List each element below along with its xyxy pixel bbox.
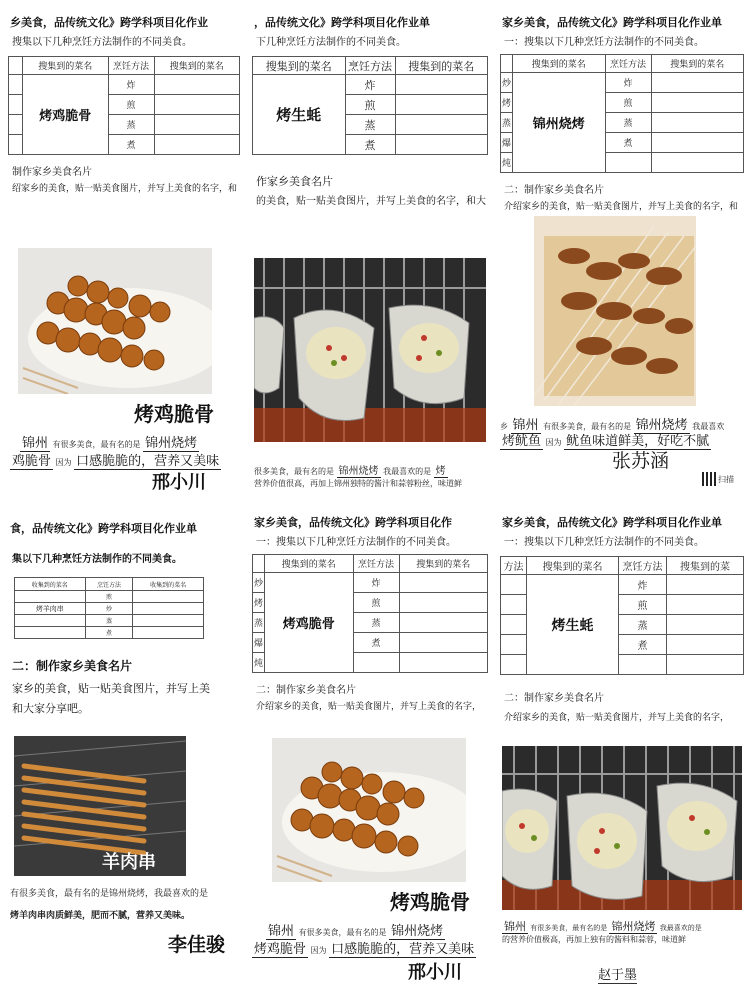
dish-name: 烤鸡脆骨 [282, 617, 335, 632]
worksheet-subtitle: 搜集以下几种烹饪方法制作的不同美食。 [12, 37, 192, 48]
table-header: 搜集到的菜名 [23, 57, 109, 75]
dish-table [252, 554, 488, 673]
worksheet-subtitle: 下几种烹饪方法制作的不同美食。 [256, 37, 406, 48]
table-header: 烹饪方法 [85, 578, 133, 591]
famous-answer: 锦州烧烤 [338, 466, 379, 477]
worksheet-card-1 [8, 6, 240, 494]
worksheet-card-4 [8, 506, 240, 996]
food-photo [502, 746, 742, 910]
method-cell: 煎 [619, 595, 667, 615]
table-header: 搜集到的菜名 [265, 555, 354, 573]
photo-caption: 羊肉串 [102, 852, 156, 873]
hometown-answer: 锦州 [504, 920, 526, 933]
dish-table [252, 56, 488, 155]
author-signature: 邢小川 [408, 962, 462, 983]
reason-answer: 口感脆脆的，营养又美味 [331, 942, 475, 957]
fill-line [500, 430, 711, 449]
table-header: 搜集到的菜名 [395, 57, 488, 75]
row-label: 炒 [501, 73, 513, 93]
author-signature: 邢小川 [152, 472, 206, 493]
qr-code-icon [702, 472, 716, 486]
table-header: 烹饪方法 [345, 57, 395, 75]
fill-line [502, 918, 702, 934]
worksheet-card-2 [252, 6, 488, 494]
method-cell: 炸 [108, 75, 154, 95]
table-header: 收集到的菜名 [15, 578, 86, 591]
row-label: 蒸 [501, 113, 513, 133]
table-header: 烹饪方法 [108, 57, 154, 75]
method-cell: 炸 [353, 573, 399, 593]
table-header: 搜集到的菜 [667, 557, 744, 575]
section-heading: 二：制作家乡美食名片 [12, 659, 133, 673]
method-cell: 煮 [353, 633, 399, 653]
method-cell: 炸 [345, 75, 395, 95]
method-cell: 煮 [605, 133, 651, 153]
dish-table [500, 54, 744, 173]
section-description: 绍家乡的美食，贴一贴美食图片，并写上美食的名字，和 [12, 184, 238, 194]
table-header: 搜集到的菜名 [399, 555, 488, 573]
row-label: 爆 [253, 633, 265, 653]
prompt-text: 因为 [310, 946, 327, 955]
food-photo [254, 258, 486, 442]
row-label: 爆 [501, 133, 513, 153]
method-cell: 煎 [345, 95, 395, 115]
method-cell: 煎 [353, 593, 399, 613]
dish-table [14, 577, 204, 639]
row-label: 烤 [253, 593, 265, 613]
favorite-answer: 烤 [435, 466, 446, 477]
table-header: 搜集到的菜名 [527, 557, 619, 575]
method-cell: 煮 [85, 627, 133, 639]
photo-caption: 烤鸡脆骨 [390, 890, 470, 914]
table-header: 烹饪方法 [605, 55, 651, 73]
food-photo [14, 736, 186, 876]
fill-line: 有很多美食，最有名的是锦州烧烤，我最喜欢的是 [10, 889, 209, 899]
famous-answer: 锦州烧烤 [391, 924, 444, 939]
worksheet-title: ，品传统文化》跨学科项目化作业单 [254, 16, 430, 29]
table-header: 搜集到的菜名 [154, 57, 240, 75]
worksheet-card-3 [500, 6, 744, 494]
table-header: 方法 [501, 557, 527, 575]
method-cell: 炸 [619, 575, 667, 595]
worksheet-subtitle: 一：搜集以下几种烹饪方法制作的不同美食。 [256, 537, 456, 548]
prompt-text: 有很多美食，最有名的是 [298, 928, 387, 937]
hometown-answer: 锦州 [22, 436, 49, 451]
table-header: 搜集到的菜名 [513, 55, 606, 73]
worksheet-title: 家乡美食，品传统文化》跨学科项目化作业单 [502, 16, 722, 29]
table-header: 烹饪方法 [353, 555, 399, 573]
row-label: 炖 [253, 653, 265, 673]
reason-answer: 口感脆脆的，营养又美味 [76, 454, 220, 469]
table-header: 搜集到的菜名 [253, 57, 346, 75]
author-signature: 张苏涵 [612, 450, 670, 472]
worksheet-subtitle: 一：搜集以下几种烹饪方法制作的不同美食。 [504, 537, 704, 548]
worksheet-title: 食，品传统文化》跨学科项目化作业单 [10, 522, 197, 535]
fill-line [254, 462, 448, 477]
section-description: 的美食，贴一贴美食图片，并写上美食的名字，和大 [256, 196, 486, 207]
fill-line [10, 450, 221, 469]
section-description: 介绍家乡的美食，贴一贴美食图片，并写上美食的名字， [256, 702, 482, 712]
worksheet-title: 家乡美食，品传统文化》跨学科项目化作 [254, 516, 452, 529]
worksheet-subtitle: 集以下几种烹饪方法制作的不同美食。 [12, 554, 182, 565]
method-cell: 蒸 [108, 115, 154, 135]
favorite-answer: 烤鸡脆骨 [254, 942, 307, 957]
hometown-answer: 锦州 [268, 924, 295, 939]
row-label: 蒸 [253, 613, 265, 633]
dish-name: 锦州烧烤 [532, 117, 585, 132]
reason-answer: 鱿鱼味道鲜美，好吃不腻 [566, 434, 710, 449]
prompt-text: 很多美食，最有名的是 [254, 467, 334, 476]
favorite-answer: 鸡脆骨 [12, 454, 52, 469]
famous-answer: 锦州烧烤 [145, 436, 198, 451]
hometown-answer: 锦州 [512, 418, 539, 433]
method-cell: 煮 [345, 135, 395, 155]
worksheet-title: 乡美食，品传统文化》跨学科项目化作业 [10, 16, 208, 29]
food-photo [18, 248, 212, 394]
prompt-text: 因为 [545, 438, 562, 447]
photo-caption: 烤鸡脆骨 [134, 402, 214, 426]
qr-label: 扫描 [718, 475, 734, 484]
method-cell: 煎 [85, 591, 133, 603]
table-header: 收集到的菜名 [133, 578, 204, 591]
method-cell: 蒸 [85, 615, 133, 627]
fill-line: 的营养价值极高，再加上独有的酱料和蒜蓉，味道鲜 [502, 935, 686, 944]
prompt-text: 有很多美食，最有名的是 [52, 440, 141, 449]
dish-name: 烤生蚝 [551, 617, 594, 634]
prompt-text: 因为 [55, 458, 72, 467]
method-cell: 煎 [605, 93, 651, 113]
food-photo [534, 216, 696, 406]
prompt-text: 有很多美食，最有名的是 [530, 924, 608, 932]
dish-name: 烤生蚝 [276, 106, 322, 124]
fill-line [266, 920, 445, 939]
section-description: 介绍家乡的美食，贴一贴美食图片，并写上美食的名字，和 [504, 202, 739, 212]
section-heading: 二：制作家乡美食名片 [504, 185, 604, 196]
famous-answer: 锦州烧烤 [635, 418, 688, 433]
section-heading: 制作家乡美食名片 [12, 167, 92, 178]
worksheet-subtitle: 一：搜集以下几种烹饪方法制作的不同美食。 [504, 37, 704, 48]
row-label: 炒 [253, 573, 265, 593]
method-cell: 蒸 [345, 115, 395, 135]
fill-line [252, 938, 476, 957]
author-signature: 赵于墨 [598, 964, 637, 984]
dish-name: 烤羊肉串 [15, 603, 86, 615]
author-signature: 李佳骏 [168, 934, 226, 956]
prompt-text: 我最喜欢的是 [383, 467, 432, 476]
fill-line [20, 432, 199, 451]
dish-table [500, 556, 744, 675]
section-description: 家乡的美食，贴一贴美食图片，并写上美 [12, 682, 210, 695]
prompt-text: 有很多美食，最有名的是 [543, 422, 632, 431]
food-photo [272, 738, 466, 882]
table-header: 搜集到的菜名 [651, 55, 744, 73]
table-header: 烹饪方法 [619, 557, 667, 575]
fill-line: 营养价值很高，再加上锦州独特的酱汁和蒜蓉粉丝，味道鲜 [254, 479, 462, 488]
method-cell: 炒 [85, 603, 133, 615]
method-cell: 炸 [605, 73, 651, 93]
section-heading: 二：制作家乡美食名片 [256, 685, 356, 696]
method-cell: 蒸 [605, 113, 651, 133]
row-label: 烤 [501, 93, 513, 113]
method-cell: 煮 [108, 135, 154, 155]
method-cell: 煎 [108, 95, 154, 115]
worksheet-title: 家乡美食，品传统文化》跨学科项目化作业单 [502, 516, 722, 529]
dish-name: 烤鸡脆骨 [39, 109, 92, 124]
method-cell: 煮 [619, 635, 667, 655]
section-heading: 作家乡美食名片 [256, 175, 333, 188]
famous-answer: 锦州烧烤 [611, 920, 656, 933]
dish-table [8, 56, 240, 155]
worksheet-card-6 [500, 506, 744, 996]
prompt-text: 乡 [500, 422, 508, 431]
row-label: 炖 [501, 153, 513, 173]
method-cell: 蒸 [619, 615, 667, 635]
prompt-text: 我最喜欢的是 [659, 924, 702, 932]
section-heading: 二：制作家乡美食名片 [504, 693, 604, 704]
favorite-answer: 烤鱿鱼 [502, 434, 542, 449]
worksheet-card-5 [252, 506, 488, 996]
fill-line: 烤羊肉串肉质鲜美，肥而不腻，营养又美味。 [10, 911, 191, 921]
prompt-text: 我最喜欢 [692, 422, 725, 431]
method-cell: 蒸 [353, 613, 399, 633]
section-description: 和大家分享吧。 [12, 702, 89, 715]
section-description: 介绍家乡的美食，贴一贴美食图片，并写上美食的名字， [504, 713, 730, 723]
